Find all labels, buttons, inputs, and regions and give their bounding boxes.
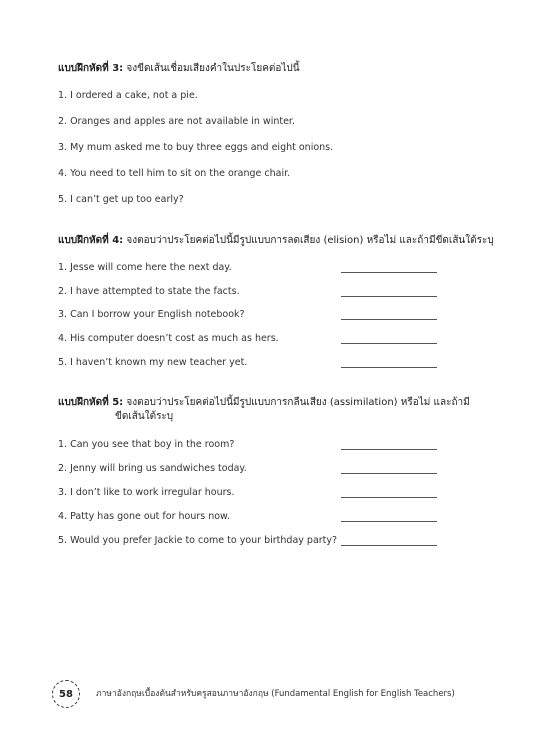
- exercise-4-item-5: 5. I haven’t known my new teacher yet.: [58, 357, 248, 368]
- exercise-3-heading: [58, 62, 300, 76]
- exercise-4-item-3: 3. Can I borrow your English notebook?: [58, 309, 245, 320]
- exercise-4-answer-line-1[interactable]: [341, 272, 437, 273]
- page-number-badge: 58: [52, 680, 80, 708]
- exercise-5-answer-line-1[interactable]: [341, 449, 437, 450]
- exercise-5-answer-line-2[interactable]: [341, 473, 437, 474]
- exercise-4-item-2: 2. I have attempted to state the facts.: [58, 286, 240, 297]
- exercise-3-item-5: 5. I can’t get up too early?: [58, 194, 184, 205]
- exercise-5-heading: [58, 396, 488, 424]
- exercise-5-item-5: 5. Would you prefer Jackie to come to your birthday party?: [58, 535, 338, 546]
- page-footer: [52, 680, 492, 710]
- exercise-3-label: แบบฝึกหัดที่ 3:: [58, 63, 124, 74]
- exercise-4-item-4: 4. His computer doesn’t cost as much as hers.: [58, 333, 279, 344]
- exercise-3-item-2: 2. Oranges and apples are not available in winter.: [58, 116, 295, 127]
- exercise-5-instruction-line-2: ขีดเส้นใต้ระบุ: [115, 411, 174, 422]
- exercise-5-instruction-line-1: จงตอบว่าประโยคต่อไปนี้มีรูปแบบการกลืนเสียง (assimilation) หรือไม่ และถ้ามี: [126, 397, 470, 408]
- exercise-4-label: แบบฝึกหัดที่ 4:: [58, 235, 124, 246]
- exercise-3-instruction: จงขีดเส้นเชื่อมเสียงคำในประโยคต่อไปนี้: [126, 63, 300, 74]
- running-footer-title: ภาษาอังกฤษเบื้องต้นสำหรับครูสอนภาษาอังกฤษ (Fundamental English for English Teachers): [96, 689, 455, 699]
- exercise-4-heading: [58, 234, 494, 248]
- exercise-3-item-4: 4. You need to tell him to sit on the orange chair.: [58, 168, 291, 179]
- exercise-3-item-3: 3. My mum asked me to buy three eggs and eight onions.: [58, 142, 334, 153]
- exercise-5-answer-line-4[interactable]: [341, 521, 437, 522]
- exercise-3-item-1: 1. I ordered a cake, not a pie.: [58, 90, 198, 101]
- exercise-5-item-4: 4. Patty has gone out for hours now.: [58, 511, 230, 522]
- exercise-5-label: แบบฝึกหัดที่ 5:: [58, 397, 124, 408]
- exercise-4-item-1: 1. Jesse will come here the next day.: [58, 262, 232, 273]
- exercise-4-answer-line-3[interactable]: [341, 319, 437, 320]
- exercise-4-answer-line-4[interactable]: [341, 343, 437, 344]
- exercise-5-answer-line-3[interactable]: [341, 497, 437, 498]
- exercise-4-instruction: จงตอบว่าประโยคต่อไปนี้มีรูปแบบการลดเสียง (elision) หรือไม่ และถ้ามีขีดเส้นใต้ระบุ: [126, 235, 494, 246]
- exercise-4-answer-line-5[interactable]: [341, 367, 437, 368]
- exercise-5-item-2: 2. Jenny will bring us sandwiches today.: [58, 463, 247, 474]
- exercise-4-answer-line-2[interactable]: [341, 296, 437, 297]
- exercise-5-item-1: 1. Can you see that boy in the room?: [58, 439, 235, 450]
- exercise-5-answer-line-5[interactable]: [341, 545, 437, 546]
- exercise-5-item-3: 3. I don’t like to work irregular hours.: [58, 487, 235, 498]
